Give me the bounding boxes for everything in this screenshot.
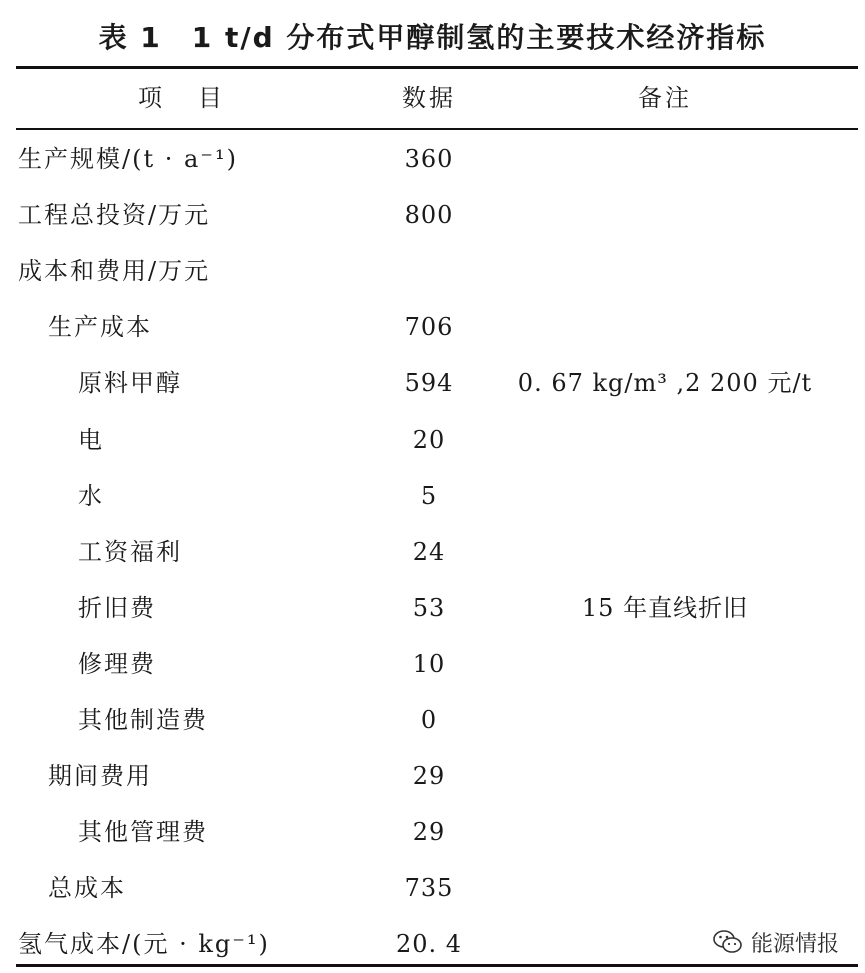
row-value: 20 xyxy=(412,425,446,454)
table-row xyxy=(0,524,865,580)
table-row xyxy=(0,131,865,187)
table-row xyxy=(0,860,865,916)
row-item: 其他制造费 xyxy=(78,706,208,734)
row-value: 20. 4 xyxy=(395,930,463,959)
table-bottom-rule xyxy=(16,964,858,967)
row-value: 360 xyxy=(404,145,454,173)
row-item: 期间费用 xyxy=(48,762,152,791)
row-item: 工资福利 xyxy=(78,537,182,566)
row-value: 24 xyxy=(412,537,446,566)
row-value: 29 xyxy=(412,762,446,791)
watermark xyxy=(713,925,839,959)
table-row xyxy=(0,804,865,860)
table-row xyxy=(0,299,865,355)
row-item: 生产成本 xyxy=(48,313,152,342)
table-row xyxy=(0,468,865,524)
row-item: 工程总投资/万元 xyxy=(18,201,211,230)
row-item: 电 xyxy=(78,425,104,454)
row-value: 594 xyxy=(404,369,454,398)
row-value: 735 xyxy=(404,874,454,903)
table-row xyxy=(0,412,865,468)
row-item: 修理费 xyxy=(78,649,156,678)
row-item: 其他管理费 xyxy=(78,818,208,847)
table-row xyxy=(0,580,865,636)
table-row xyxy=(0,692,865,748)
row-value: 706 xyxy=(404,313,454,342)
table-title: 表 1 1 t/d 分布式甲醇制氢的主要技术经济指标 xyxy=(98,21,767,54)
table-row xyxy=(0,636,865,692)
table-top-rule xyxy=(16,66,858,69)
row-item: 折旧费 xyxy=(78,593,156,622)
table-header-row xyxy=(0,70,865,126)
table-header-rule xyxy=(16,128,858,130)
table-row xyxy=(0,748,865,804)
table-row xyxy=(0,355,865,411)
header-value: 数据 xyxy=(402,84,456,112)
row-value: 10 xyxy=(412,649,446,678)
row-value: 5 xyxy=(420,481,438,510)
row-item: 成本和费用/万元 xyxy=(18,257,211,286)
row-value: 0 xyxy=(420,706,438,734)
row-note: 0. 67 kg/m³ ,2 200 元/t xyxy=(517,369,813,398)
watermark-label: 能源情报 xyxy=(750,931,839,957)
row-value: 29 xyxy=(412,818,446,847)
row-item: 原料甲醇 xyxy=(78,369,182,398)
row-item: 总成本 xyxy=(48,874,126,903)
header-item: 项 目 xyxy=(138,84,228,112)
table-row xyxy=(0,243,865,299)
row-value: 800 xyxy=(404,201,454,230)
row-value: 53 xyxy=(412,593,446,622)
row-note: 15 年直线折旧 xyxy=(581,593,749,622)
row-item: 水 xyxy=(78,481,104,510)
table-row xyxy=(0,187,865,243)
row-item: 氢气成本/(元 · kg⁻¹) xyxy=(18,930,270,959)
wechat-icon xyxy=(713,929,743,955)
row-item: 生产规模/(t · a⁻¹) xyxy=(18,145,238,173)
header-note: 备注 xyxy=(638,84,692,112)
